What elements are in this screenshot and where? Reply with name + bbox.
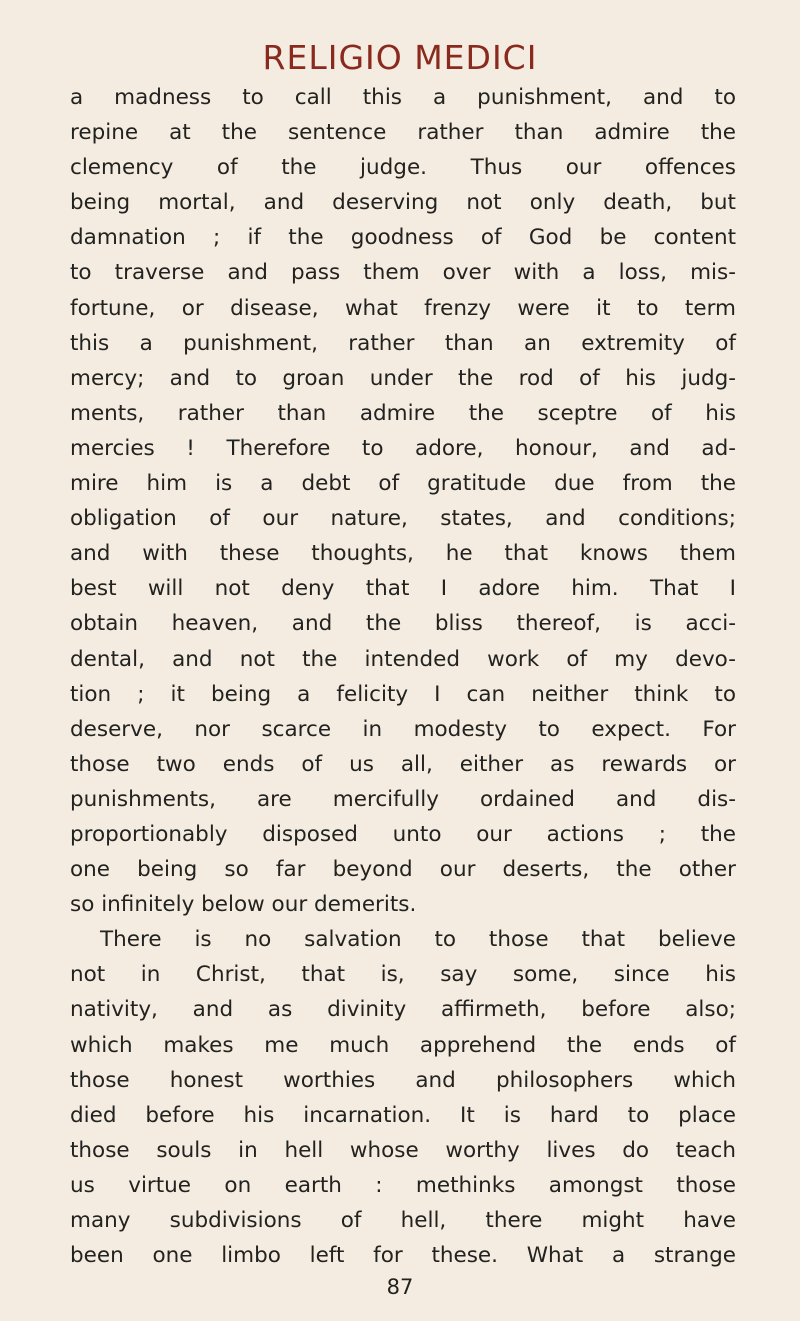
- text-line: mercy; and to groan under the rod of his judg-: [70, 365, 736, 391]
- text-line: There is no salvation to those that believe: [100, 927, 736, 953]
- text-line: so infinitely below our demerits.: [70, 892, 417, 918]
- text-line: mire him is a debt of gratitude due from the: [70, 471, 736, 497]
- text-line: fortune, or disease, what frenzy were it to term: [70, 295, 736, 321]
- paragraph-2: [70, 922, 736, 1273]
- text-line: tion ; it being a felicity I can neither think to: [70, 681, 736, 707]
- text-line: best will not deny that I adore him. That I: [70, 576, 736, 602]
- text-line: been one limbo left for these. What a strange: [70, 1243, 736, 1269]
- text-line: nativity, and as divinity affirmeth, before also;: [70, 997, 736, 1023]
- text-line: not in Christ, that is, say some, since his: [70, 962, 736, 988]
- text-line: to traverse and pass them over with a loss, mis-: [70, 260, 736, 286]
- text-line: many subdivisions of hell, there might have: [70, 1208, 736, 1233]
- text-line: which makes me much apprehend the ends of: [70, 1032, 736, 1058]
- text-line: deserve, nor scarce in modesty to expect. For: [70, 716, 736, 742]
- running-head: RELIGIO MEDICI: [262, 38, 538, 77]
- text-line: damnation ; if the goodness of God be content: [70, 225, 736, 251]
- text-line: and with these thoughts, he that knows them: [70, 541, 736, 567]
- text-line: us virtue on earth : methinks amongst those: [70, 1172, 736, 1198]
- text-line: those souls in hell whose worthy lives do teach: [70, 1137, 736, 1163]
- text-line: those honest worthies and philosophers which: [70, 1067, 736, 1093]
- text-line: repine at the sentence rather than admire the: [70, 120, 736, 146]
- page-number: 87: [386, 1275, 414, 1299]
- text-line: being mortal, and deserving not only death, but: [70, 190, 736, 216]
- text-line: proportionably disposed unto our actions ; the: [70, 821, 736, 847]
- text-line: dental, and not the intended work of my devo-: [70, 646, 736, 672]
- text-line: died before his incarnation. It is hard to place: [70, 1102, 736, 1128]
- text-line: punishments, are mercifully ordained and dis-: [70, 786, 736, 812]
- text-line: obtain heaven, and the bliss thereof, is acci-: [70, 611, 736, 637]
- text-line: obligation of our nature, states, and conditions;: [70, 506, 736, 532]
- text-line: clemency of the judge. Thus our offences: [70, 155, 736, 181]
- paragraph-1: [70, 80, 736, 922]
- text-line: this a punishment, rather than an extremity of: [70, 330, 736, 356]
- text-line: one being so far beyond our deserts, the other: [70, 857, 736, 883]
- text-line: those two ends of us all, either as rewards or: [70, 751, 736, 777]
- text-line: ments, rather than admire the sceptre of his: [70, 400, 736, 426]
- text-line: a madness to call this a punishment, and to: [70, 85, 736, 110]
- body-text: [70, 80, 736, 1273]
- text-line: mercies ! Therefore to adore, honour, and ad-: [70, 435, 736, 461]
